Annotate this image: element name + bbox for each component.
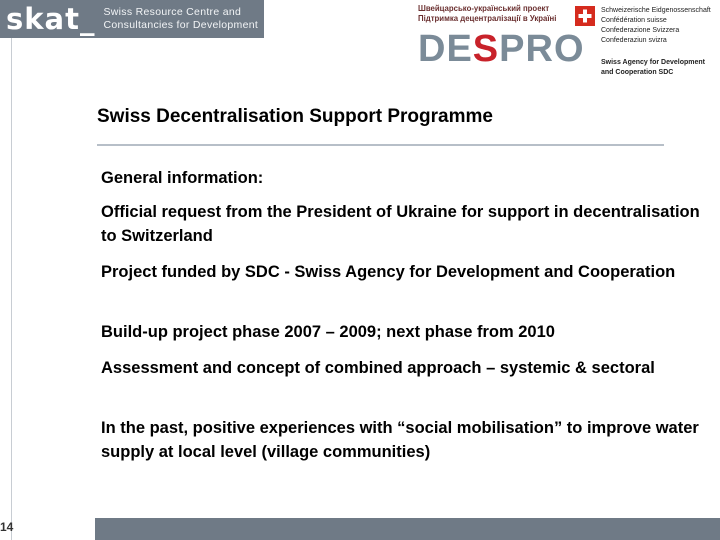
list-item: Official request from the President of Ukraine for support in decentralisation to Switzerland bbox=[101, 203, 700, 245]
title-divider bbox=[97, 144, 664, 146]
list-item: Project funded by SDC - Swiss Agency for Development and Cooperation bbox=[101, 263, 676, 281]
page-number: 14 bbox=[0, 520, 14, 534]
despro-wordmark: DESPRO bbox=[418, 28, 585, 70]
skat-logo bbox=[0, 0, 264, 38]
skat-subtitle: Swiss Resource Centre and Consultancies for Development bbox=[103, 6, 259, 31]
list-item: Build-up project phase 2007 – 2009; next phase from 2010 bbox=[101, 323, 555, 341]
despro-logo bbox=[418, 4, 585, 74]
list-item: In the past, positive experiences with “social mobilisation” to improve water supply at local level (village communities) bbox=[101, 419, 699, 461]
swiss-confederation-logo bbox=[575, 6, 715, 80]
swiss-confederation-names: Schweizerische Eidgenossenschaft Confédération suisse Confederazione Svizzera Confederaziun svizra bbox=[601, 7, 711, 44]
despro-ukrainian-caption: Швейцарсько-український проект Підтримка децентралізації в Україні bbox=[418, 4, 557, 23]
list-item: Assessment and concept of combined approach – systemic & sectoral bbox=[101, 359, 655, 377]
swiss-flag-icon bbox=[575, 6, 595, 26]
skat-wordmark: skat_ bbox=[6, 2, 96, 36]
footer-bar bbox=[95, 518, 720, 540]
list-item: General information: bbox=[101, 169, 264, 187]
left-margin-line bbox=[11, 0, 12, 540]
slide-title: Swiss Decentralisation Support Programme bbox=[97, 106, 493, 127]
sdc-agency-name: Swiss Agency for Development and Cooperation SDC bbox=[601, 59, 705, 76]
